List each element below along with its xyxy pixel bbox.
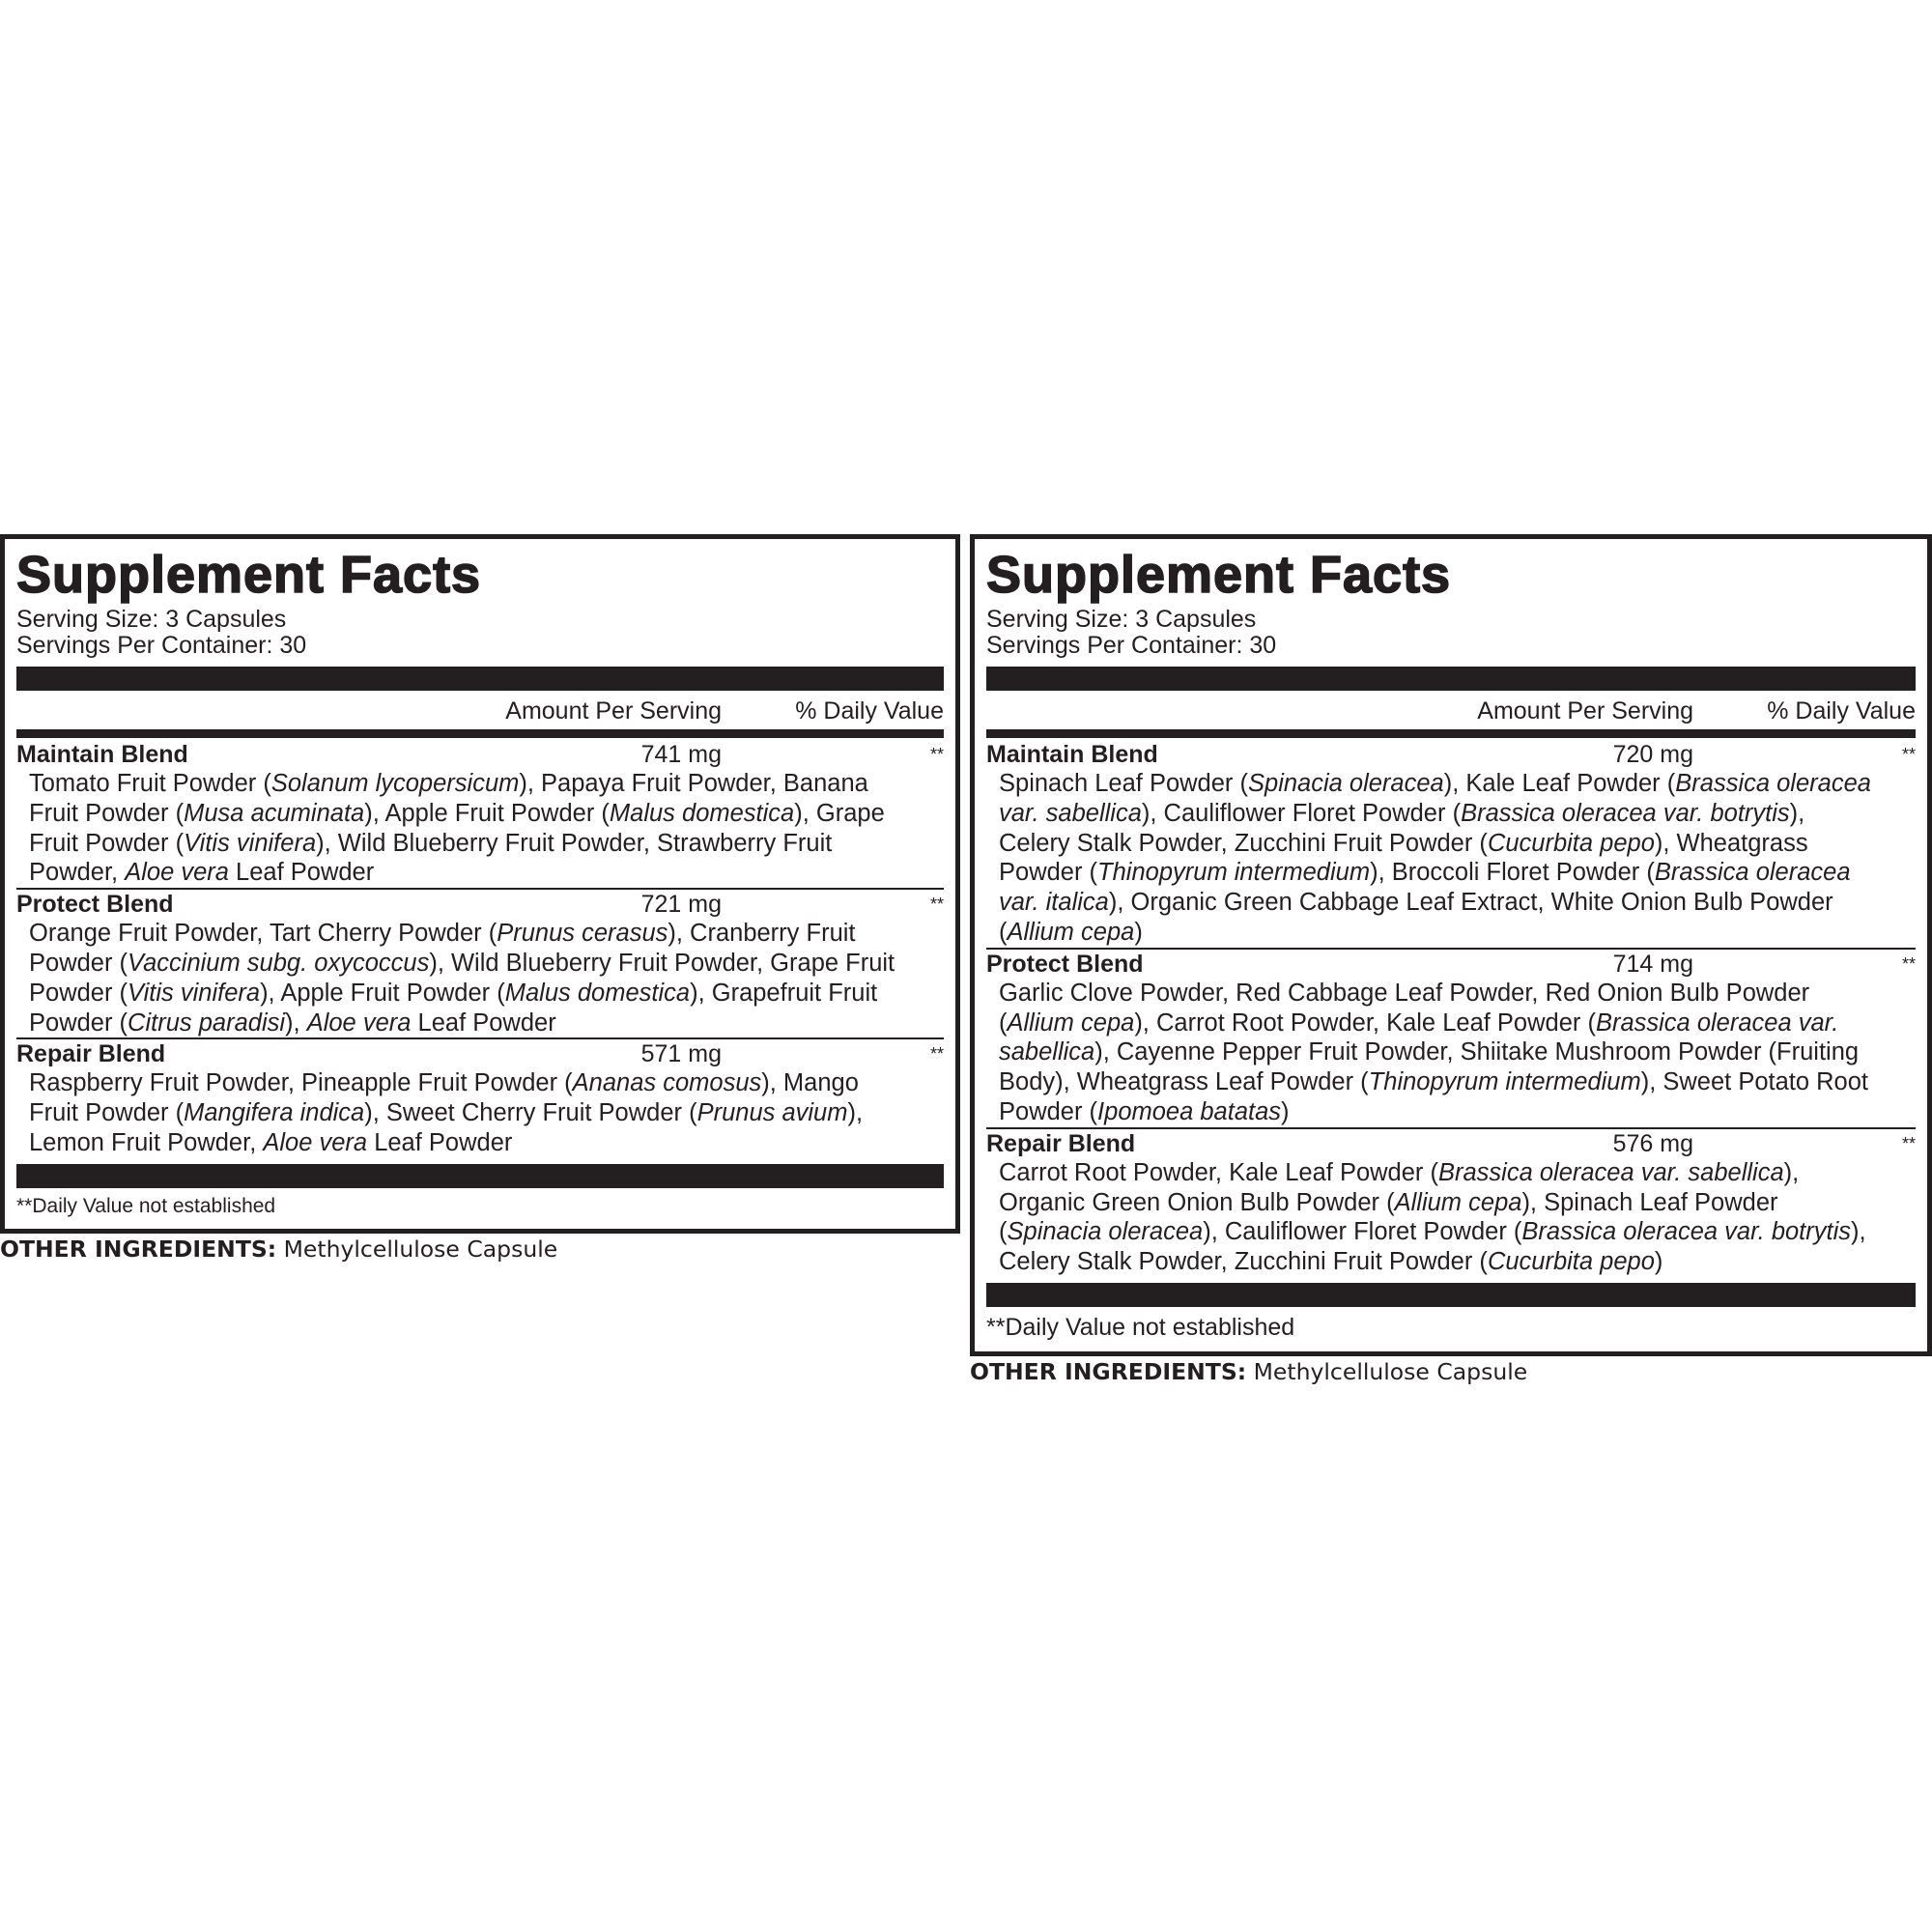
ingredient-text: ), Organic Green Onion Bulb Powder ( <box>999 1158 1800 1216</box>
daily-value-header: % Daily Value <box>1767 697 1916 724</box>
ingredient-text: ), Cauliflower Floret Powder ( <box>1141 799 1462 827</box>
ingredient-latin-name: Allium cepa <box>1394 1188 1522 1216</box>
blend-amount: 720 mg <box>1612 741 1693 768</box>
ingredient-latin-name: Mangifera indica <box>184 1099 365 1127</box>
blend-header <box>16 740 944 769</box>
blend-header <box>986 950 1916 979</box>
ingredient-text: ) <box>1654 1248 1663 1276</box>
ingredient-latin-name: Solanum lycopersicum <box>270 770 520 797</box>
ingredient-latin-name: Vitis vinifera <box>128 979 261 1007</box>
ingredient-latin-name: Cucurbita pepo <box>1487 1248 1655 1276</box>
ingredient-latin-name: Brassica oleracea var. sabellica <box>999 770 1871 827</box>
ingredient-text: ), Cranberry Fruit Powder ( <box>29 920 856 977</box>
supplement-facts-panel-right <box>970 534 1932 1385</box>
divider-medium <box>16 729 944 738</box>
other-ingredients <box>970 1358 1932 1385</box>
divider-thick <box>986 667 1916 691</box>
ingredient-text: ) <box>1134 918 1143 946</box>
ingredient-text: ), Celery Stalk Powder, Zucchini Fruit Powder ( <box>999 799 1805 857</box>
ingredient-text: ), Sweet Cherry Fruit Powder ( <box>364 1099 697 1127</box>
amount-header: Amount Per Serving <box>1477 697 1693 724</box>
blend-header <box>16 1039 944 1068</box>
ingredient-text: ), Grape Fruit Powder ( <box>29 799 885 857</box>
serving-size: Serving Size: 3 Capsules <box>16 606 287 633</box>
blend-amount: 576 mg <box>1612 1129 1693 1157</box>
ingredient-text: ), <box>285 1009 307 1037</box>
blend-name: Repair Blend <box>986 1129 1136 1157</box>
ingredient-latin-name: Thinopyrum intermedium <box>1097 859 1371 887</box>
servings-per-container: Servings Per Container: 30 <box>986 632 1277 659</box>
ingredient-latin-name: Musa acuminata <box>184 799 365 827</box>
ingredient-text: ), Celery Stalk Powder, Zucchini Fruit Powder ( <box>999 1218 1866 1276</box>
ingredient-latin-name: Brassica oleracea var. botrytis <box>1461 799 1790 827</box>
ingredient-text: ), Apple Fruit Powder ( <box>260 979 505 1007</box>
footnote: **Daily Value not established <box>986 1313 1295 1341</box>
ingredient-text: Spinach Leaf Powder ( <box>999 770 1248 797</box>
blend-amount: 571 mg <box>640 1040 722 1068</box>
ingredient-text: ), Broccoli Floret Powder ( <box>1370 859 1655 887</box>
ingredient-text: Tomato Fruit Powder ( <box>29 770 271 797</box>
ingredient-latin-name: Cucurbita pepo <box>1487 829 1655 857</box>
blend-ingredients <box>16 769 944 888</box>
ingredient-text: ), Wild Blueberry Fruit Powder, Grape Fruit Powder ( <box>29 949 895 1007</box>
ingredient-latin-name: Citrus paradisi <box>128 1009 286 1037</box>
ingredient-text: Orange Fruit Powder, Tart Cherry Powder ( <box>29 920 497 948</box>
blend-daily-value: ** <box>1901 745 1916 764</box>
ingredient-latin-name: Ipomoea batatas <box>1097 1097 1282 1125</box>
blend-protect <box>16 888 944 1037</box>
ingredient-latin-name: Aloe vera <box>306 1009 412 1037</box>
ingredient-latin-name: Prunus avium <box>696 1099 848 1127</box>
blend-ingredients <box>986 979 1916 1127</box>
ingredient-text: Leaf Powder <box>367 1128 513 1156</box>
ingredient-latin-name: Thinopyrum intermedium <box>1368 1068 1641 1096</box>
blend-header <box>16 890 944 919</box>
divider-thick-bottom <box>986 1283 1916 1307</box>
ingredient-text: Carrot Root Powder, Kale Leaf Powder ( <box>999 1158 1438 1186</box>
ingredient-latin-name: Brassica oleracea var. sabellica <box>1437 1158 1784 1186</box>
other-ingredients-label: OTHER INGREDIENTS: <box>0 1235 277 1263</box>
divider-thick-bottom <box>16 1164 944 1188</box>
other-ingredients-value: Methylcellulose Capsule <box>276 1235 558 1263</box>
ingredient-latin-name: Spinacia oleracea <box>1007 1218 1204 1246</box>
blend-name: Maintain Blend <box>986 741 1158 768</box>
blend-header <box>986 1129 1916 1158</box>
ingredient-text: ), Cauliflower Floret Powder ( <box>1203 1218 1522 1246</box>
ingredient-latin-name: Vaccinium subg. oxycoccus <box>128 949 430 977</box>
ingredient-text: ), Lemon Fruit Powder, <box>29 1099 864 1156</box>
ingredient-text: ), Papaya Fruit Powder, Banana Fruit Powder ( <box>29 770 868 827</box>
ingredient-latin-name: Malus domestica <box>609 799 795 827</box>
ingredient-text: ), Grapefruit Fruit Powder ( <box>29 979 878 1037</box>
ingredient-latin-name: Brassica oleracea var. italica <box>999 859 1851 917</box>
other-ingredients <box>0 1236 960 1263</box>
blend-amount: 741 mg <box>640 741 722 768</box>
ingredient-text: ), Spinach Leaf Powder ( <box>999 1188 1778 1246</box>
blend-ingredients <box>986 1158 1916 1277</box>
ingredient-text: Leaf Powder <box>411 1009 556 1037</box>
serving-size: Serving Size: 3 Capsules <box>986 606 1257 633</box>
ingredient-latin-name: Brassica oleracea var. botrytis <box>1521 1218 1852 1246</box>
facts-title: Supplement Facts <box>16 546 482 604</box>
ingredient-latin-name: Ananas comosus <box>572 1069 762 1097</box>
blend-name: Maintain Blend <box>16 741 188 768</box>
ingredient-text: ), Wild Blueberry Fruit Powder, Strawberry Fruit Powder, <box>29 829 833 887</box>
blend-name: Protect Blend <box>986 950 1144 978</box>
divider-medium <box>986 729 1916 738</box>
blend-name: Repair Blend <box>16 1040 166 1068</box>
ingredient-latin-name: Aloe vera <box>125 859 229 887</box>
blend-repair <box>16 1037 944 1157</box>
blend-daily-value: ** <box>929 1044 944 1065</box>
ingredient-latin-name: Vitis vinifera <box>184 829 317 857</box>
daily-value-header: % Daily Value <box>795 697 944 724</box>
blend-ingredients <box>16 919 944 1037</box>
ingredient-text: ), Mango Fruit Powder ( <box>29 1069 859 1127</box>
blend-ingredients <box>986 769 1916 948</box>
blend-amount: 721 mg <box>640 891 722 919</box>
blend-maintain <box>986 740 1916 948</box>
blend-protect <box>986 948 1916 1127</box>
blend-daily-value: ** <box>1901 1133 1916 1153</box>
column-headers <box>986 696 1916 725</box>
blend-amount: 714 mg <box>1612 950 1693 978</box>
amount-header: Amount Per Serving <box>505 697 722 724</box>
divider-thick <box>16 667 944 691</box>
facts-title: Supplement Facts <box>986 546 1452 604</box>
ingredient-text: ) <box>1281 1097 1290 1125</box>
ingredient-latin-name: Prunus cerasus <box>497 920 668 948</box>
ingredient-latin-name: Aloe vera <box>263 1128 368 1156</box>
column-headers <box>16 696 944 725</box>
ingredient-latin-name: Malus domestica <box>504 979 691 1007</box>
ingredient-text: ), Wheatgrass Powder ( <box>999 829 1808 887</box>
ingredient-text: Leaf Powder <box>228 859 375 887</box>
facts-box <box>0 534 960 1234</box>
blend-name: Protect Blend <box>16 891 174 919</box>
ingredient-text: ), Kale Leaf Powder ( <box>1443 770 1676 797</box>
ingredient-text: ), Organic Green Cabbage Leaf Extract, White Onion Bulb Powder ( <box>999 889 1833 946</box>
servings-per-container: Servings Per Container: 30 <box>16 632 307 659</box>
other-ingredients-value: Methylcellulose Capsule <box>1246 1357 1528 1385</box>
ingredient-latin-name: Allium cepa <box>1007 1009 1135 1037</box>
ingredient-latin-name: Allium cepa <box>1007 918 1135 946</box>
ingredient-text: ), Cayenne Pepper Fruit Powder, Shiitake Mushroom Powder (Fruiting Body), Wheatgrass Leaf Powder ( <box>999 1038 1860 1096</box>
ingredient-text: ), Sweet Potato Root Powder ( <box>999 1068 1869 1125</box>
supplement-facts-panel-left <box>0 534 960 1263</box>
other-ingredients-label: OTHER INGREDIENTS: <box>970 1357 1247 1385</box>
ingredient-text: Raspberry Fruit Powder, Pineapple Fruit Powder ( <box>29 1069 573 1097</box>
blend-daily-value: ** <box>1901 953 1916 974</box>
blend-repair <box>986 1127 1916 1277</box>
blend-header <box>986 740 1916 769</box>
ingredient-text: Garlic Clove Powder, Red Cabbage Leaf Powder, Red Onion Bulb Powder ( <box>999 979 1810 1037</box>
ingredient-latin-name: Spinacia oleracea <box>1248 770 1444 797</box>
ingredient-latin-name: Brassica oleracea var. sabellica <box>999 1009 1839 1066</box>
blend-daily-value: ** <box>929 745 944 764</box>
footnote: **Daily Value not established <box>16 1194 276 1217</box>
facts-box <box>970 534 1932 1356</box>
blend-ingredients <box>16 1068 944 1157</box>
ingredient-text: ), Apple Fruit Powder ( <box>364 799 610 827</box>
blend-daily-value: ** <box>929 895 944 915</box>
blend-maintain <box>16 740 944 888</box>
ingredient-text: ), Carrot Root Powder, Kale Leaf Powder ( <box>1134 1009 1596 1037</box>
